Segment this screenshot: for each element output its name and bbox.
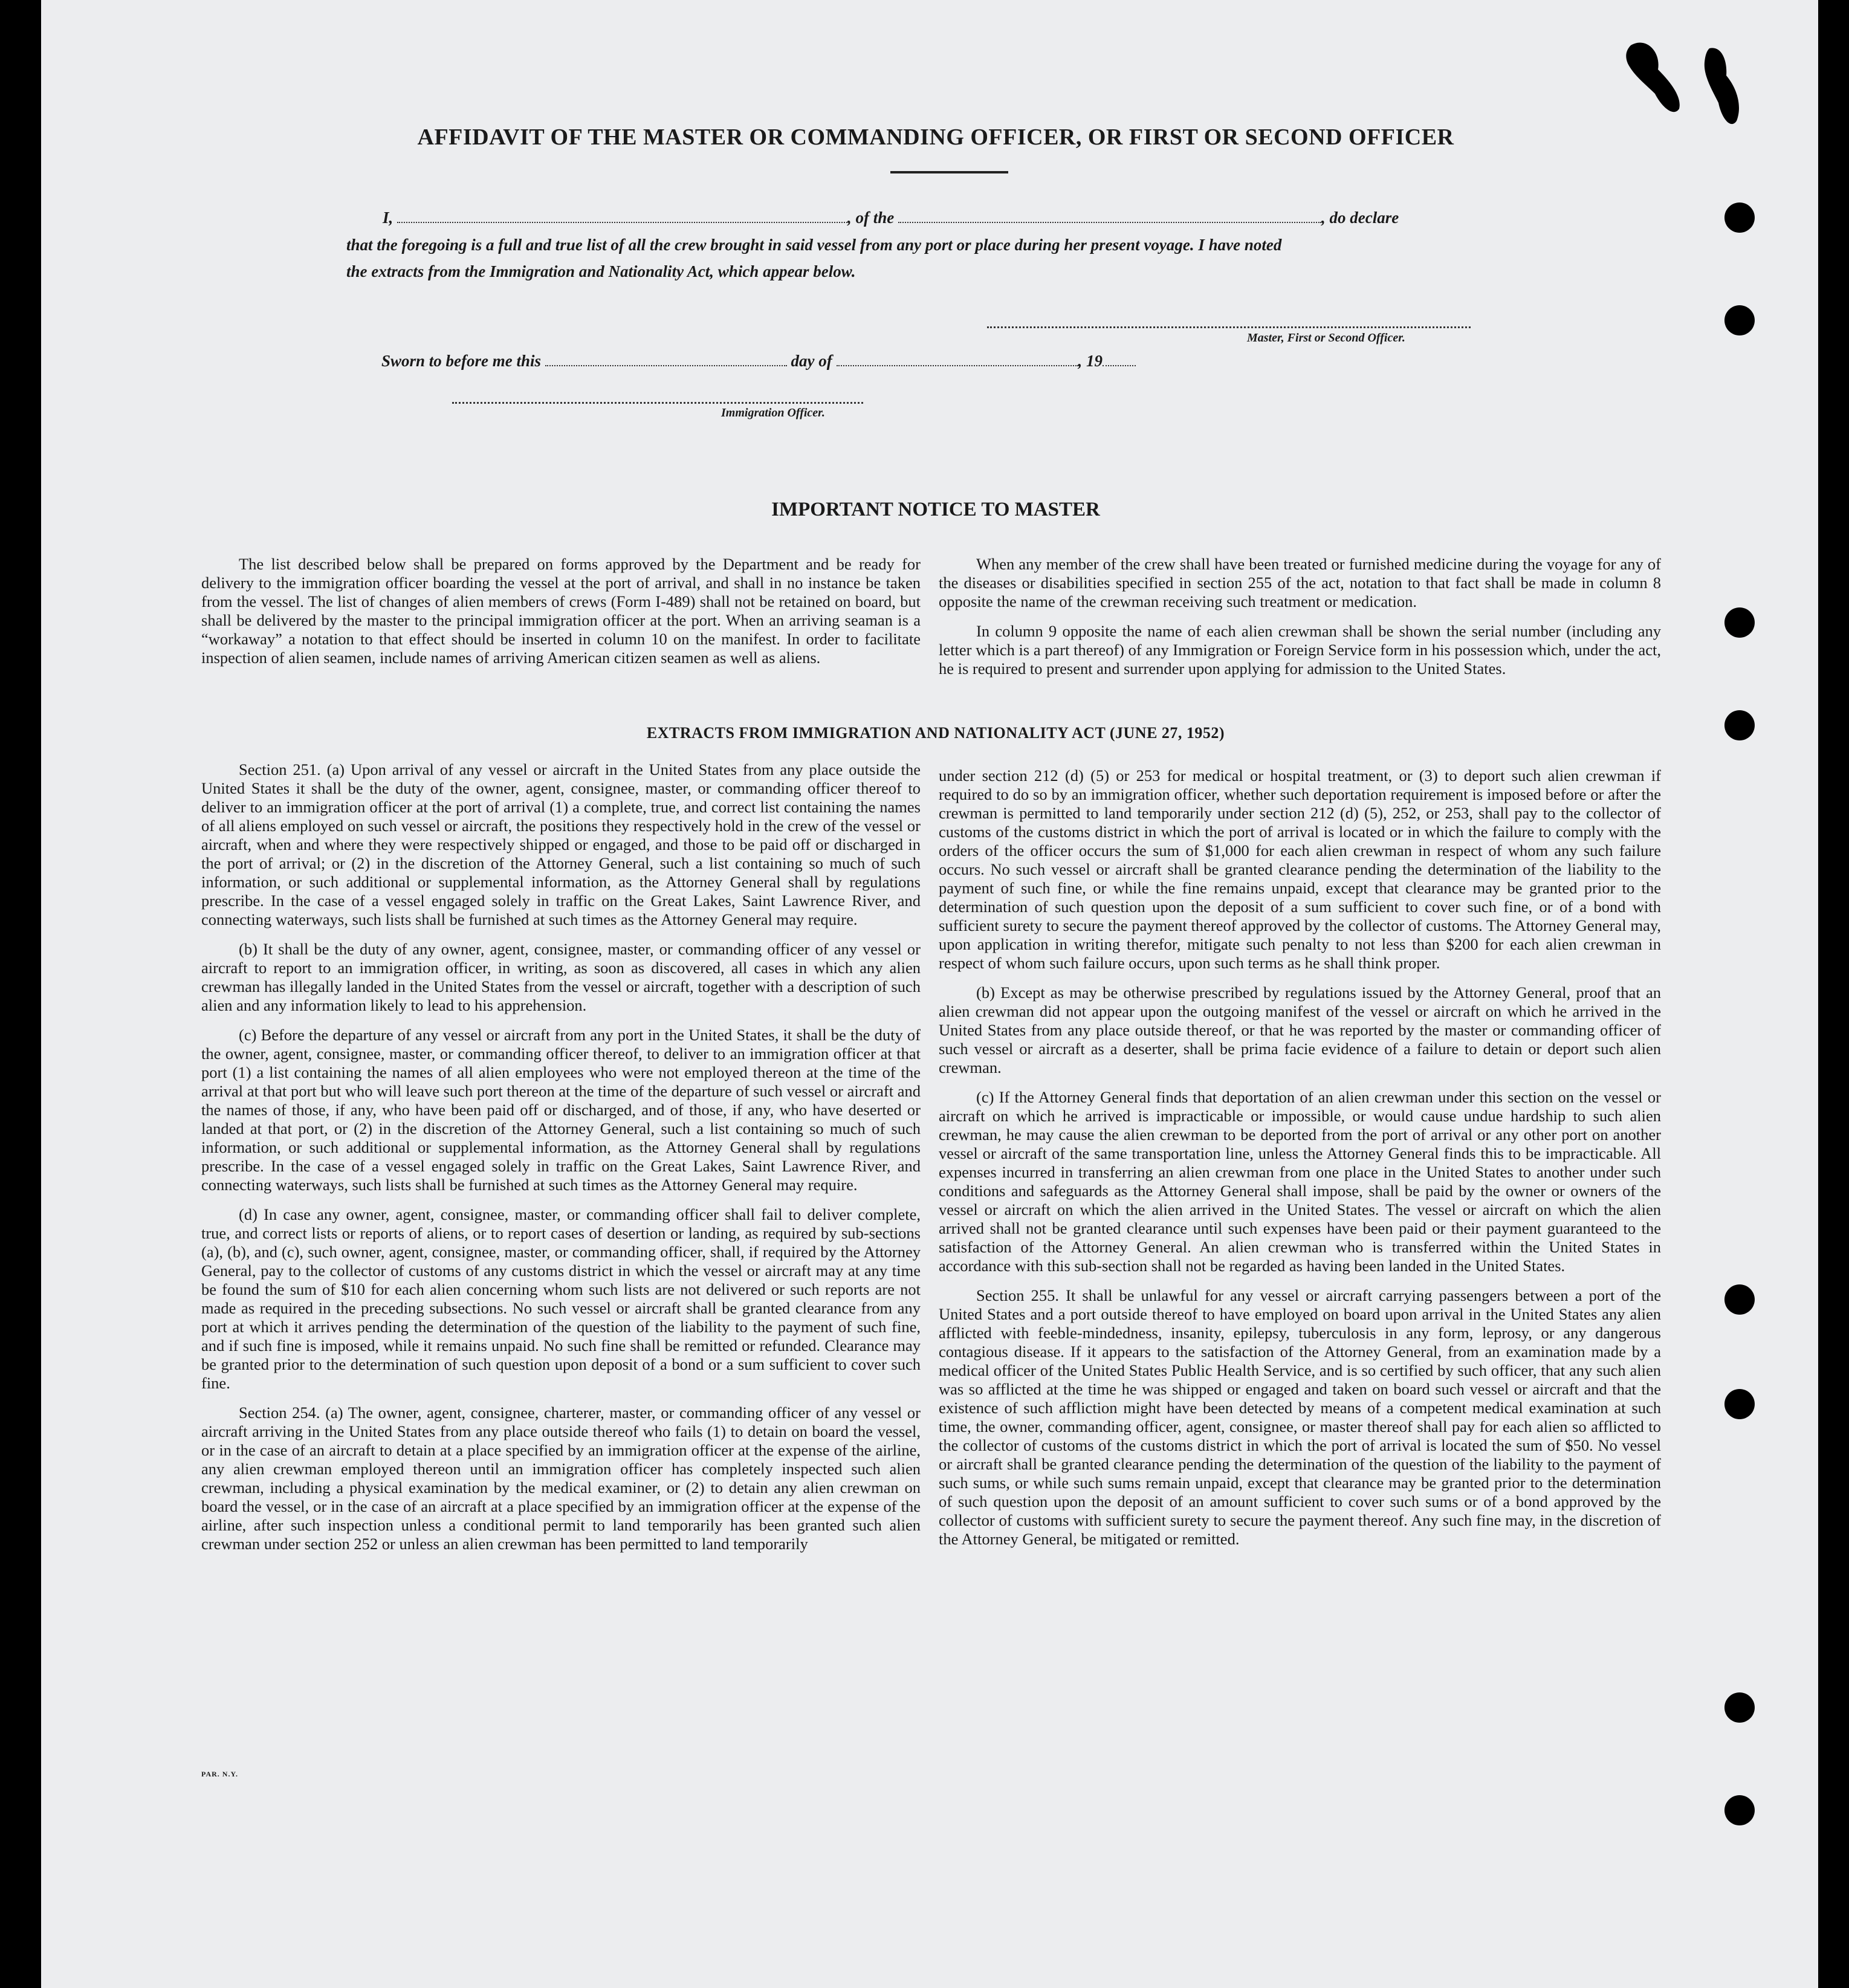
sworn-year-blank[interactable] — [1103, 351, 1136, 366]
declaration-of-the: , of the — [847, 209, 895, 227]
section-paragraph: under section 212 (d) (5) or 253 for medical or hospital treatment, or (3) to deport such alien crewman if required to do so by an immigration officer, whether such deportation requirement is imposed before or after the crewman is permitted to land temporarily under section 212 (d) (5), 252, or 253, shall pay to the collector of customs of the customs district in which the port of arrival is located or in which the failure to comply with the orders of the officer occurs the sum of $1,000 for each alien crewman in respect of whom any such failure occurs. No such vessel or aircraft shall be granted clearance pending the determination of the liability to the payment of such fine, or while the fine remains unpaid, except that clearance may be granted prior to the determination of such question upon the deposit of a sum sufficient to cover such fine, or of a bond with sufficient surety to secure the payment thereof approved by the collector of customs. The Attorney General may, upon application in writing therefor, mitigate such penalty to not less than $200 for each alien crewman in respect of whom such failure occurs, upon such terms as he shall think proper. — [939, 766, 1661, 972]
sworn-text: Sworn to before me this — [381, 352, 542, 370]
declaration-i: I, — [383, 209, 393, 227]
section-paragraph: Section 251. (a) Upon arrival of any vessel or aircraft in the United States from any place outside the United States it shall be the duty of the owner, agent, consignee, master, or commanding officer thereof to deliver to an immigration officer at the port of arrival (1) a complete, true, and correct list containing the names of all aliens employed on such vessel or aircraft, the positions they respectively hold in the crew of the vessel or aircraft, when and where they were respectively shipped or engaged, and those to be paid off or discharged in the port of arrival; or (2) in the discretion of the Attorney General, such a list containing so much of such information, or such additional or supplemental information, as the Attorney General shall by regulations prescribe. In the case of a vessel engaged solely in traffic on the Great Lakes, Saint Lawrence River, and connecting waterways, such lists shall be furnished at such times as the Attorney General may require. — [201, 760, 921, 928]
punch-hole — [1724, 202, 1755, 233]
officer-signature-label: Immigration Officer. — [721, 406, 825, 419]
sworn-day-blank[interactable] — [545, 351, 787, 366]
document-page — [41, 0, 1818, 1988]
officer-signature-line[interactable] — [452, 402, 863, 404]
master-signature-label: Master, First or Second Officer. — [1247, 331, 1405, 345]
section-paragraph: Section 254. (a) The owner, agent, consignee, charterer, master, or commanding officer of any vessel or aircraft arriving in the United States from any place outside thereof who fails (1) to detain on board the vessel, or in the case of an aircraft to detain at a place specified by an immigration officer at the expense of the airline, any alien crewman employed thereon until an immigration officer has completely inspected such alien crewman, including a physical examination by the medical examiner, or (2) to detain any alien crewman on board the vessel, or in the case of an aircraft at a place specified by an immigration officer at the expense of the airline, after such inspection unless a conditional permit to land temporarily has been granted such alien crewman under section 252 or unless an alien crewman has been permitted to land temporarily — [201, 1404, 921, 1553]
title-underline — [890, 171, 1008, 173]
section-paragraph: (b) It shall be the duty of any owner, agent, consignee, master, or commanding officer of any vessel or aircraft to report to an immigration officer, in writing, as soon as discovered, all cases in which any alien crewman has illegally landed in the United States from the vessel or aircraft, together with a description of such alien and any information likely to lead to his apprehension. — [201, 940, 921, 1014]
section-paragraph: (d) In case any owner, agent, consignee, master, or commanding officer shall fail to deliver complete, true, and correct lists or reports of aliens, or to report cases of desertion or landing, as required by sub-sections (a), (b), and (c), such owner, agent, consignee, master, or commanding officer, shall, if required by the Attorney General, pay to the collector of customs of any customs district in which the vessel or aircraft may at any time be found the sum of $10 for each alien concerning whom such lists are not delivered or such reports are not made as required in the preceding subsections. No such vessel or aircraft shall be granted clearance from any port at which it arrives pending the determination of the question of the liability to the payment of such fine, and if such fine is imposed, while it remains unpaid. No such fine shall be remitted or refunded. Clearance may be granted prior to the determination of such question upon deposit of a bond or a sum sufficient to cover such fine. — [201, 1205, 921, 1392]
punch-hole — [1724, 305, 1755, 335]
notice-paragraph: When any member of the crew shall have been treated or furnished medicine during the voyage for any of the diseases or disabilities specified in section 255 of the act, notation to that fact shall be made in column 8 opposite the name of the crewman receiving such treatment or medication. — [939, 555, 1661, 610]
section-paragraph: (c) Before the departure of any vessel or aircraft from any port in the United States, it shall be the duty of the owner, agent, consignee, master, or commanding officer thereof, to deliver to an immigration officer at that port (1) a list containing the names of all alien employees who were not employed thereon at the time of the arrival at that port but who will leave such port thereon at the time of the departure of such vessel or aircraft and the names of those, if any, who have been paid off or discharged, and of those, if any, who have deserted or landed at that port, or (2) in the discretion of the Attorney General, such a list containing so much of such information, or such additional or supplemental information, as the Attorney General shall by regulations prescribe. In the case of a vessel engaged solely in traffic on the Great Lakes, Saint Lawrence River, and connecting waterways, such lists shall be furnished at such times as the Attorney General may require. — [201, 1026, 921, 1194]
name-blank[interactable] — [397, 207, 847, 223]
master-signature-line[interactable] — [987, 326, 1471, 328]
printer-imprint: PAR. N.Y. — [201, 1770, 239, 1778]
punch-hole — [1724, 1284, 1755, 1315]
punch-hole — [1724, 1692, 1755, 1723]
affidavit-title: AFFIDAVIT OF THE MASTER OR COMMANDING OFFICER, OR FIRST OR SECOND OFFICER — [417, 125, 1454, 150]
extracts-title: EXTRACTS FROM IMMIGRATION AND NATIONALITY ACT (JUNE 27, 1952) — [646, 724, 1225, 742]
notice-left-column — [201, 555, 921, 678]
declaration-line-1 — [383, 207, 1399, 227]
punch-hole — [1724, 607, 1755, 638]
section-paragraph: (c) If the Attorney General finds that deportation of an alien crewman under this section on the vessel or aircraft on which he arrived is impracticable or impossible, or would cause undue hardship to such alien crewman, he may cause the alien crewman to be deported from the port of arrival or any other port on another vessel or aircraft of the same transportation line, unless the Attorney General finds this to be impracticable. All expenses incurred in transferring an alien crewman from one place in the United States to another under such conditions and safeguards as the Attorney General shall impose, shall be paid by the owner or owners of the vessel or aircraft on which the alien arrived in the United States. The vessel or aircraft on which the alien arrived shall not be granted clearance until such expenses have been paid or their payment guaranteed to the satisfaction of the Attorney General. An alien crewman who is transferred within the United States in accordance with this sub-section shall not be regarded as having been landed in the United States. — [939, 1088, 1661, 1275]
ink-mark-icon — [1613, 33, 1812, 154]
declaration-do-declare: , do declare — [1321, 209, 1399, 227]
notice-right-column — [939, 555, 1661, 689]
vessel-blank[interactable] — [898, 207, 1321, 223]
extracts-right-column — [939, 766, 1661, 1559]
punch-hole — [1724, 1389, 1755, 1419]
declaration-line-3: the extracts from the Immigration and Nationality Act, which appear below. — [346, 262, 856, 280]
punch-hole — [1724, 1795, 1755, 1825]
extracts-left-column — [201, 760, 921, 1564]
sworn-year-prefix: , 19 — [1078, 352, 1103, 370]
sworn-day-of: day of — [791, 352, 832, 370]
sworn-month-blank[interactable] — [837, 351, 1078, 366]
notice-paragraph: In column 9 opposite the name of each alien crewman shall be shown the serial number (including any letter which is a part thereof) of any Immigration or Foreign Service form in his possession which, under the act, he is required to present and surrender upon applying for admission to the United States. — [939, 622, 1661, 678]
notice-paragraph: The list described below shall be prepared on forms approved by the Department and be ready for delivery to the immigration officer boarding the vessel at the port of arrival, and shall in no instance be taken from the vessel. The list of changes of alien members of crews (Form I-489) shall not be retained on board, but shall be delivered by the master to the principal immigration officer at the port. When an arriving seaman is a “workaway” a notation to that effect should be inserted in column 10 on the manifest. In order to facilitate inspection of alien seamen, include names of arriving American citizen seamen as well as aliens. — [201, 555, 921, 667]
notice-title: IMPORTANT NOTICE TO MASTER — [771, 499, 1100, 520]
section-paragraph: Section 255. It shall be unlawful for any vessel or aircraft carrying passengers between a port of the United States and a port outside thereof to have employed on board upon arrival in the United States any alien afflicted with feeble-mindedness, insanity, epilepsy, tuberculosis in any form, leprosy, or any dangerous contagious disease. If it appears to the satisfaction of the Attorney General, from an examination made by a medical officer of the United States Public Health Service, and is so certified by such officer, that any such alien was so afflicted at the time he was shipped or engaged and taken on board such vessel or aircraft and that the existence of such affliction might have been detected by means of a competent medical examination at such time, the owner, commanding officer, agent, consignee, or master thereof shall pay for each alien so afflicted to the collector of customs of the customs district in which the port of arrival is located the sum of $50. No vessel or aircraft shall be granted clearance pending the determination of the question of the liability to the payment of such sums, or while such sums remain unpaid, except that clearance may be granted prior to the determination of such question upon the deposit of an amount sufficient to cover such sums or of a bond approved by the collector of customs with sufficient surety to secure the payment thereof. Any such fine may, in the discretion of the Attorney General, be mitigated or remitted. — [939, 1286, 1661, 1548]
punch-hole — [1724, 710, 1755, 740]
section-paragraph: (b) Except as may be otherwise prescribed by regulations issued by the Attorney General, proof that an alien crewman did not appear upon the outgoing manifest of the vessel or aircraft on which he arrived in the United States from any place outside thereof, or that he was reported by the master or commanding officer of such vessel or aircraft as a deserter, shall be prima facie evidence of a failure to detain or deport such alien crewman. — [939, 983, 1661, 1077]
declaration-line-2: that the foregoing is a full and true list of all the crew brought in said vessel from any port or place during her present voyage. I have noted — [346, 236, 1282, 254]
sworn-line — [381, 351, 1136, 371]
